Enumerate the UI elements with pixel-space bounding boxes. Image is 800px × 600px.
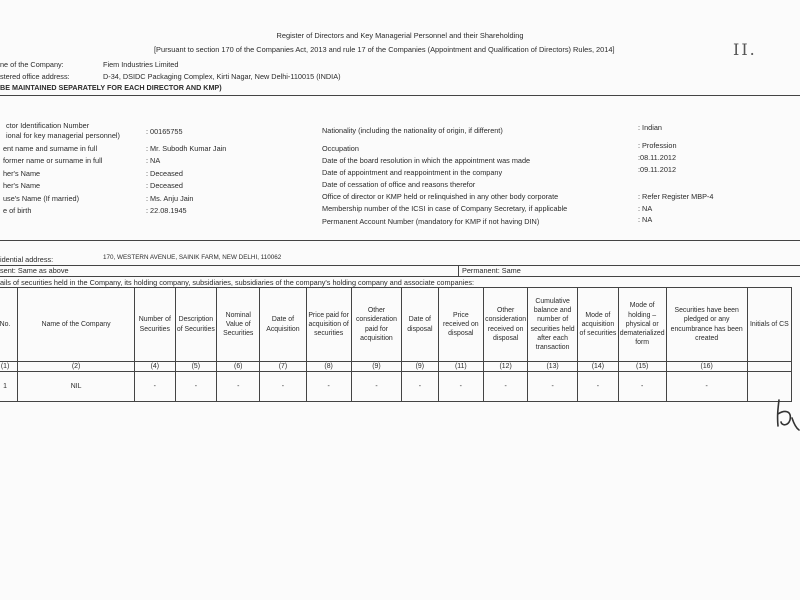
nationality-label: Nationality (including the nationality of origin, if different): [322, 126, 503, 135]
din-value: : 00165755: [146, 127, 183, 136]
occupation-label: Occupation: [322, 144, 359, 153]
col-header: No.: [0, 288, 18, 362]
col-number: (9): [402, 362, 438, 372]
col-header: Name of the Company: [18, 288, 135, 362]
icsi-label: Membership number of the ICSI in case of Company Secretary, if applicable: [322, 204, 568, 213]
din-label-note: ional for key managerial personnel): [6, 131, 120, 140]
table-cell: -: [484, 372, 528, 402]
table-cell: -: [402, 372, 438, 402]
father-name-label: her's Name: [3, 169, 41, 178]
registered-office-label: stered office address:: [0, 72, 70, 81]
occupation-value: : Profession: [638, 141, 677, 150]
securities-table: [0, 287, 792, 402]
former-name-value: : NA: [146, 156, 161, 165]
table-cell: -: [135, 372, 175, 402]
col-header: Cumulative balance and number of securities held after each transaction: [528, 288, 578, 362]
col-number: (8): [306, 362, 351, 372]
table-cell: -: [618, 372, 666, 402]
col-header: Description of Securities: [175, 288, 217, 362]
col-number: (5): [175, 362, 217, 372]
table-cell: -: [306, 372, 351, 402]
pan-value: : NA: [638, 215, 653, 224]
table-row: [0, 372, 792, 402]
table-cell: -: [351, 372, 401, 402]
permanent-address: Permanent: Same: [462, 266, 521, 275]
nationality-value: : Indian: [638, 123, 662, 132]
mother-name-label: her's Name: [3, 181, 41, 190]
table-cell: -: [528, 372, 578, 402]
col-number: (6): [217, 362, 260, 372]
col-number: (1): [0, 362, 18, 372]
residential-address-label: idential address:: [0, 255, 54, 264]
col-number: (14): [578, 362, 619, 372]
divider: [0, 265, 800, 266]
divider: [0, 276, 800, 277]
table-cell: -: [578, 372, 619, 402]
col-number: (4): [135, 362, 175, 372]
name-label: ent name and surname in full: [3, 144, 98, 153]
col-header: Mode of holding – physical or dematerialized form: [618, 288, 666, 362]
table-cell: -: [666, 372, 747, 402]
col-number: [747, 362, 791, 372]
col-header: Price received on disposal: [438, 288, 484, 362]
table-cell: -: [217, 372, 260, 402]
registered-office-value: D-34, DSIDC Packaging Complex, Kirti Nagar, New Delhi-110015 (INDIA): [103, 72, 341, 81]
din-label: ctor Identification Number: [6, 121, 90, 130]
handwritten-page-mark: II.: [733, 40, 757, 59]
col-header: Date of Acquisition: [260, 288, 306, 362]
col-header: Price paid for acquisition of securities: [306, 288, 351, 362]
table-number-row: [0, 362, 792, 372]
other-office-label: Office of director or KMP held or relinquished in any other body corporate: [322, 192, 559, 201]
appointment-date-label: Date of appointment and reappointment in the company: [322, 168, 503, 177]
board-resolution-value: :08.11.2012: [638, 153, 677, 162]
col-header: Nominal Value of Securities: [217, 288, 260, 362]
register-subtitle: [Pursuant to section 170 of the Companies Act, 2013 and rule 17 of the Companies (Appointment and Qualification of Directors) Rules, 2014]: [154, 45, 615, 54]
col-number: (9): [351, 362, 401, 372]
table-cell: 1: [0, 372, 18, 402]
col-number: (11): [438, 362, 484, 372]
col-number: (12): [484, 362, 528, 372]
cessation-label: Date of cessation of office and reasons therefor: [322, 180, 476, 189]
securities-heading: ails of securities held in the Company, its holding company, subsidiaries, subsidiaries of the company's holding company and associate companies:: [0, 278, 475, 287]
former-name-label: former name or surname in full: [3, 156, 103, 165]
col-header: Other consideration paid for acquisition: [351, 288, 401, 362]
col-header: Initials of CS: [747, 288, 791, 362]
col-header: Date of disposal: [402, 288, 438, 362]
pan-label: Permanent Account Number (mandatory for KMP if not having DIN): [322, 217, 540, 226]
register-title: Register of Directors and Key Managerial Personnel and their Shareholding: [276, 31, 524, 40]
col-number: (13): [528, 362, 578, 372]
table-header-row: [0, 288, 792, 362]
table-cell: -: [260, 372, 306, 402]
company-name-value: Fiem Industries Limited: [103, 60, 179, 69]
divider: [0, 240, 800, 241]
col-number: (2): [18, 362, 135, 372]
other-office-value: : Refer Register MBP-4: [638, 192, 714, 201]
spouse-name-value: : Ms. Anju Jain: [146, 194, 194, 203]
company-name-label: ne of the Company:: [0, 60, 64, 69]
col-number: (7): [260, 362, 306, 372]
handwritten-initials-mark: [772, 396, 800, 436]
table-cell: -: [175, 372, 217, 402]
appointment-date-value: :09.11.2012: [638, 165, 677, 174]
spouse-name-label: use's Name (If married): [3, 194, 80, 203]
divider: [0, 95, 800, 96]
col-header: Number of Securities: [135, 288, 175, 362]
col-number: (16): [666, 362, 747, 372]
table-cell: -: [438, 372, 484, 402]
dob-label: e of birth: [3, 206, 32, 215]
dob-value: : 22.08.1945: [146, 206, 187, 215]
mother-name-value: : Deceased: [146, 181, 183, 190]
name-value: : Mr. Subodh Kumar Jain: [146, 144, 227, 153]
board-resolution-label: Date of the board resolution in which the appointment was made: [322, 156, 531, 165]
present-address: sent: Same as above: [0, 266, 69, 275]
icsi-value: : NA: [638, 204, 653, 213]
col-header: Securities have been pledged or any encumbrance has been created: [666, 288, 747, 362]
residential-address-value: 170, WESTERN AVENUE, SAINIK FARM, NEW DELHI, 110062: [103, 254, 282, 261]
col-header: Other consideration received on disposal: [484, 288, 528, 362]
table-cell: NIL: [18, 372, 135, 402]
col-header: Mode of acquisition of securities: [578, 288, 619, 362]
father-name-value: : Deceased: [146, 169, 183, 178]
col-number: (15): [618, 362, 666, 372]
maintenance-note: BE MAINTAINED SEPARATELY FOR EACH DIRECTOR AND KMP): [0, 83, 222, 92]
